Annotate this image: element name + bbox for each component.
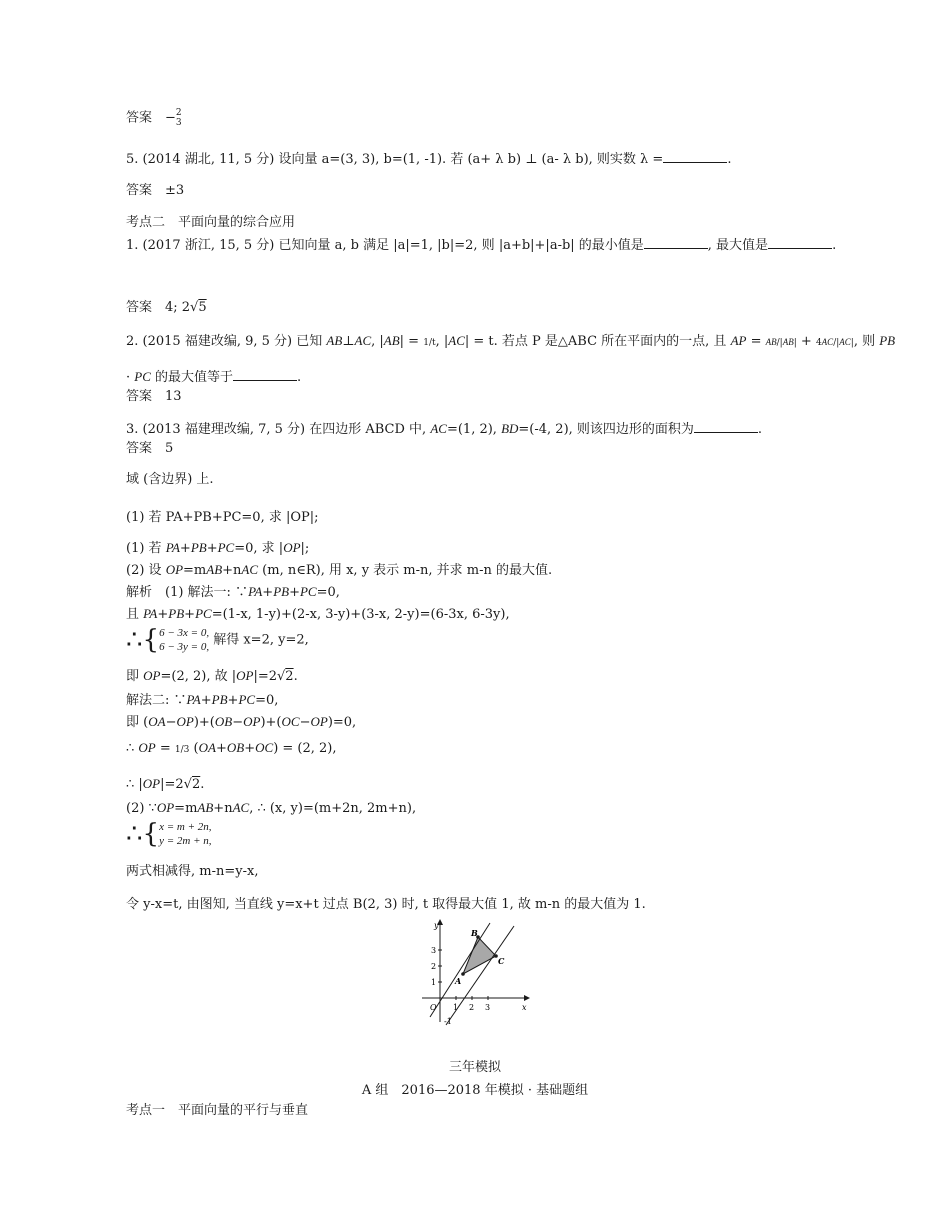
solution-line: (2) ∵OP=mAB+nAC, ∴ (x, y)=(m+2n, 2m+n), [126, 800, 417, 816]
fraction: 2 3 [175, 108, 182, 128]
solution-line: 且 PA+PB+PC=(1-x, 1-y)+(2-x, 3-y)+(3-x, 2-y)=(6-3x, 6-3y), [126, 606, 510, 622]
point-a-dot [461, 972, 465, 976]
answer-line: 答案 4; 2√5 [126, 300, 207, 315]
x-tick-label: 1 [453, 1003, 459, 1012]
triangle-abc [463, 937, 496, 974]
point-b-label: B [471, 928, 478, 938]
point-a-label: A [455, 976, 462, 986]
answer-blank [694, 420, 758, 433]
x-axis-arrow [524, 995, 530, 1001]
point-c-label: C [498, 956, 505, 966]
question-line: 5. (2014 湖北, 11, 5 分) 设向量 a=(3, 3), b=(1, -1). 若 (a+ λ b) ⊥ (a- λ b), 则实数 λ = . [126, 152, 732, 167]
question-line: 域 (含边界) 上. [126, 472, 214, 487]
question-line: (1) 若 PA+PB+PC=0, 求 |OP|; [126, 510, 319, 525]
question-line: 3. (2013 福建理改编, 7, 5 分) 在四边形 ABCD 中, AC=(1, 2), BD=(-4, 2), 则该四边形的面积为 . [126, 421, 763, 437]
answer-text: 答案 − [126, 110, 176, 126]
y-axis-label: y [434, 921, 439, 930]
line-upper [430, 923, 490, 1017]
solution-line: 解法二: ∵PA+PB+PC=0, [126, 692, 279, 708]
solution-system: ∴{x = m + 2n, y = 2m + n, [126, 819, 212, 849]
subquestion: (1) 若 PA+PB+PC=0, 求 |OP|; [126, 540, 310, 556]
answer-blank [233, 368, 297, 381]
y-tick-label: 2 [431, 962, 437, 971]
question-line: 2. (2015 福建改编, 9, 5 分) 已知 AB⊥AC, |AB| = 1/t, |AC| = t. 若点 P 是△ABC 所在平面内的一点, 且 AP = AB/|AB| + 4AC/|AC|, 则 PB [126, 333, 896, 349]
y-tick-label: 1 [431, 978, 437, 987]
solution-line: ∴ OP = 1/3 (OA+OB+OC) = (2, 2), [126, 740, 337, 756]
neg-tick-label: -1 [444, 1017, 452, 1026]
solution-line: 即 OP=(2, 2), 故 |OP|=2√2. [126, 668, 298, 684]
footer-subtitle: A 组 2016—2018 年模拟 · 基础题组 [361, 1083, 589, 1098]
footer-title: 三年模拟 [448, 1060, 501, 1075]
x-axis-label: x [522, 1003, 527, 1012]
subquestion: (2) 设 OP=mAB+nAC (m, n∈R), 用 x, y 表示 m-n, 并求 m-n 的最大值. [126, 562, 553, 578]
solution-system: ∴{6 − 3x = 0, 6 − 3y = 0, 解得 x=2, y=2, [126, 625, 309, 655]
section-heading: 考点一 平面向量的平行与垂直 [126, 1103, 309, 1118]
solution-line: 令 y-x=t, 由图知, 当直线 y=x+t 过点 B(2, 3) 时, t 取得最大值 1, 故 m-n 的最大值为 1. [126, 897, 646, 912]
answer-line: 答案 5 [126, 441, 174, 456]
x-tick-label: 2 [469, 1003, 475, 1012]
x-tick-label: 3 [485, 1003, 491, 1012]
answer-blank [644, 236, 708, 249]
origin-label: O [430, 1003, 437, 1012]
solution-line: 即 (OA−OP)+(OB−OP)+(OC−OP)=0, [126, 714, 357, 730]
answer-line: 答案 ±3 [126, 183, 185, 198]
answer-blank [663, 150, 727, 163]
coordinate-figure [418, 918, 533, 1028]
y-tick-label: 3 [431, 946, 437, 955]
section-heading: 考点二 平面向量的综合应用 [126, 215, 296, 230]
solution-line: 解析 (1) 解法一: ∵PA+PB+PC=0, [126, 584, 340, 600]
question-line: · PC 的最大值等于 . [126, 369, 302, 385]
question-line: 1. (2017 浙江, 15, 5 分) 已知向量 a, b 满足 |a|=1, |b|=2, 则 |a+b|+|a-b| 的最小值是 , 最大值是 . [126, 238, 837, 253]
answer-blank [768, 236, 832, 249]
answer-line: 答案 13 [126, 389, 182, 404]
solution-line: 两式相减得, m-n=y-x, [126, 864, 259, 879]
answer-line [126, 108, 182, 128]
solution-line: ∴ |OP|=2√2. [126, 776, 205, 792]
